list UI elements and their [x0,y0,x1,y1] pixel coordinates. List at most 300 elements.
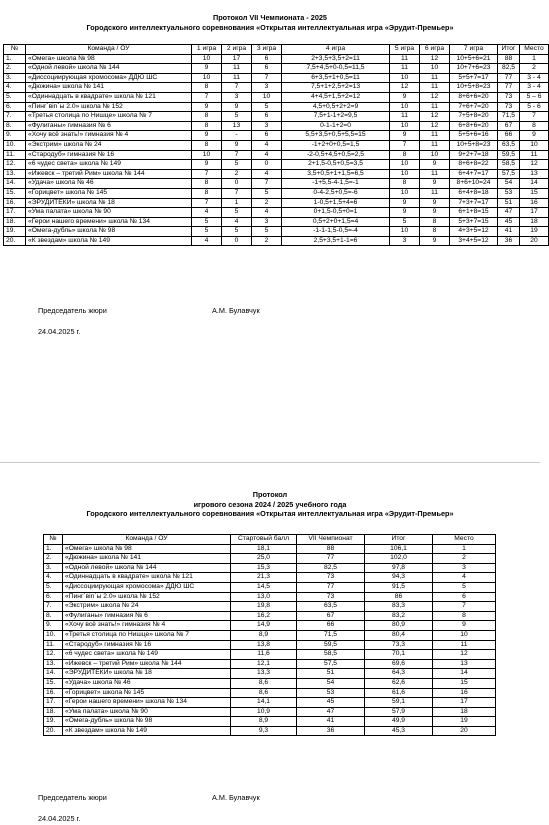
cell-total: 73 [498,92,520,102]
cell-place: 3 - 4 [520,73,549,83]
cell-game-6: 8 [420,227,450,237]
cell-number: 19. [44,717,63,727]
cell-team: «Экстрим» школа № 24 [26,140,192,150]
cell-game-6: 10 [420,150,450,160]
cell-total: 63,5 [498,140,520,150]
cell-game-2: 2 [222,169,252,179]
cell-place: 17 [520,208,549,218]
cell-start-score: 13,8 [231,640,297,650]
cell-total: 77 [498,73,520,83]
cell-championship: 54 [297,678,365,688]
cell-total: 97,8 [365,563,433,573]
page-divider [0,462,540,463]
cell-team: «Одной левой» школа № 144 [26,64,192,74]
cell-game-4: 7,5+1-1+2=9,5 [282,112,390,122]
table-row [44,717,496,727]
table-row [44,621,496,631]
cell-number: 2. [4,64,26,74]
championship-results-body [4,54,549,246]
cell-game-7: 6+8+6=20 [450,121,498,131]
cell-place: 6 [433,592,496,602]
cell-game-4: -1+5,5-4-1,5=-1 [282,179,390,189]
cell-total: 53 [498,188,520,198]
cell-total: 59,5 [498,150,520,160]
cell-number: 16. [44,688,63,698]
cell-total: 80,4 [365,630,433,640]
cell-total: 73,3 [365,640,433,650]
cell-team: «Пинг`вin`ы 2.0» школа № 152 [63,592,231,602]
cell-number: 15. [44,678,63,688]
cell-game-5: 5 [390,217,420,227]
cell-game-6: 9 [420,236,450,246]
cell-game-4: 5,5+3,5+0,5+5,5=15 [282,131,390,141]
cell-game-4: -1-1-1,5-0,5=-4 [282,227,390,237]
cell-game-1: 5 [192,217,222,227]
header-place: Место [433,535,496,545]
cell-place: 3 [433,563,496,573]
cell-game-1: 10 [192,54,222,64]
cell-game-5: 10 [390,121,420,131]
cell-team: «Одной левой» школа № 144 [63,563,231,573]
cell-game-2: 7 [222,83,252,93]
table-header-row [44,535,496,545]
table-row [4,121,549,131]
cell-total: 102,0 [365,554,433,564]
cell-game-2: 1 [222,198,252,208]
cell-game-3: 5 [252,188,282,198]
cell-game-3: 2 [252,236,282,246]
table-row [4,83,549,93]
table-row [4,227,549,237]
cell-game-1: 4 [192,208,222,218]
cell-start-score: 9,3 [231,726,297,736]
cell-number: 1. [44,544,63,554]
cell-number: 10. [44,630,63,640]
table-row [44,544,496,554]
cell-game-5: 9 [390,131,420,141]
cell-championship: 51 [297,669,365,679]
cell-game-2: 0 [222,179,252,189]
cell-game-5: 10 [390,188,420,198]
cell-game-7: 6+4+8=18 [450,188,498,198]
cell-total: 57,9 [365,707,433,717]
cell-game-2: 7 [222,188,252,198]
cell-number: 3. [4,73,26,83]
cell-game-6: 8 [420,217,450,227]
cell-number: 13. [4,169,26,179]
cell-total: 71,5 [498,112,520,122]
cell-team: «Дюжина» школа № 141 [26,83,192,93]
cell-place: 3 - 4 [520,83,549,93]
cell-total: 82,5 [498,64,520,74]
cell-place: 1 [520,54,549,64]
cell-game-5: 10 [390,227,420,237]
cell-team: «Горицвет» школа № 145 [63,688,231,698]
cell-game-3: 10 [252,92,282,102]
table-row [44,650,496,660]
cell-game-1: 7 [192,92,222,102]
cell-place: 1 [433,544,496,554]
cell-place: 9 [433,621,496,631]
cell-team: «ЭРУДИТЕКИ» школа № 18 [63,669,231,679]
table-row [4,112,549,122]
cell-game-7: 10+5+8=23 [450,140,498,150]
cell-place: 13 [433,659,496,669]
cell-game-2: 5 [222,160,252,170]
cell-place: 2 [520,64,549,74]
cell-place: 10 [433,630,496,640]
season-results-table [43,534,496,736]
cell-game-6: 12 [420,92,450,102]
cell-championship: 47 [297,707,365,717]
cell-start-score: 16,2 [231,611,297,621]
cell-game-4: 7,5+1+2,5+2=13 [282,83,390,93]
cell-start-score: 11,6 [231,650,297,660]
cell-start-score: 14,1 [231,698,297,708]
cell-number: 17. [4,208,26,218]
table-row [4,140,549,150]
cell-game-5: 11 [390,54,420,64]
table-row [4,64,549,74]
cell-number: 13. [44,659,63,669]
cell-number: 15. [4,188,26,198]
cell-team: «Третья столица по Нишце» школа № 7 [63,630,231,640]
cell-number: 11. [44,640,63,650]
header-number: № [44,535,63,545]
cell-number: 3. [44,563,63,573]
cell-number: 18. [4,217,26,227]
table-row [4,54,549,64]
cell-game-1: 8 [192,121,222,131]
cell-number: 18. [44,707,63,717]
cell-place: 14 [433,669,496,679]
cell-place: 18 [520,217,549,227]
cell-team: «Герои нашего времени» школа № 134 [26,217,192,227]
cell-start-score: 8,6 [231,688,297,698]
cell-championship: 57,5 [297,659,365,669]
cell-number: 12. [44,650,63,660]
cell-number: 14. [44,669,63,679]
table-row [4,217,549,227]
cell-place: 7 [520,112,549,122]
cell-team: «Стародуб» гимназия № 16 [26,150,192,160]
cell-championship: 71,5 [297,630,365,640]
protocol-one-title [0,13,540,32]
cell-place: 20 [520,236,549,246]
header-championship: VII Чемпионат [297,535,365,545]
cell-start-score: 8,9 [231,630,297,640]
cell-game-6: 11 [420,83,450,93]
cell-total: 67 [498,121,520,131]
cell-championship: 82,5 [297,563,365,573]
protocol-two-title-line3: Городского интеллектуального соревнования «Открытая интеллектуальная игра «Эрудит-Премьер» [86,509,454,518]
cell-team: «Омега-дубль» школа № 98 [26,227,192,237]
table-header-row [4,45,549,55]
cell-total: 86 [365,592,433,602]
cell-team: «Ума палата» школа № 90 [63,707,231,717]
cell-game-2: 9 [222,102,252,112]
header-game-1: 1 игра [192,45,222,55]
cell-place: 20 [433,726,496,736]
cell-team: «К звездам» школа № 149 [63,726,231,736]
cell-start-score: 15,3 [231,563,297,573]
cell-team: «Дюжина» школа № 141 [63,554,231,564]
table-row [4,188,549,198]
cell-game-1: 8 [192,83,222,93]
cell-place: 12 [520,160,549,170]
cell-game-2: 5 [222,208,252,218]
cell-number: 12. [4,160,26,170]
cell-game-3: 3 [252,121,282,131]
cell-game-4: 6+3,5+1+0,5=11 [282,73,390,83]
cell-number: 2. [44,554,63,564]
cell-game-6: 11 [420,169,450,179]
table-row [44,630,496,640]
table-row [4,92,549,102]
cell-total: 69,6 [365,659,433,669]
cell-game-3: 6 [252,112,282,122]
chair-name: А.М. Булавчук [212,306,260,315]
cell-place: 15 [433,678,496,688]
cell-championship: 77 [297,554,365,564]
table-row [44,573,496,583]
cell-game-3: 5 [252,102,282,112]
table-row [44,611,496,621]
cell-team: «6 чудес света» школа № 149 [26,160,192,170]
cell-total: 91,5 [365,582,433,592]
cell-game-6: 12 [420,54,450,64]
cell-number: 6. [4,102,26,112]
cell-place: 19 [520,227,549,237]
cell-game-4: 7,5+4,5+0-0,5=11,5 [282,64,390,74]
cell-game-2: 0 [222,236,252,246]
cell-team: «Третья столица по Нишце» школа № 7 [26,112,192,122]
cell-game-5: 8 [390,179,420,189]
cell-total: 83,2 [365,611,433,621]
cell-championship: 66 [297,621,365,631]
header-place: Место [520,45,549,55]
cell-game-3: 7 [252,73,282,83]
table-row [4,102,549,112]
table-row [44,678,496,688]
cell-game-7: 10+5+8=23 [450,83,498,93]
cell-championship: 36 [297,726,365,736]
cell-game-2: 5 [222,227,252,237]
cell-game-3: 6 [252,54,282,64]
cell-game-3: 3 [252,217,282,227]
cell-game-7: 5+5+6=16 [450,131,498,141]
cell-place: 13 [520,169,549,179]
cell-game-7: 7+3+7=17 [450,198,498,208]
cell-total: 57,5 [498,169,520,179]
cell-total: 83,3 [365,602,433,612]
cell-game-7: 8+6+8=22 [450,160,498,170]
cell-championship: 53 [297,688,365,698]
cell-game-6: 11 [420,140,450,150]
cell-total: 41 [498,227,520,237]
table-row [44,602,496,612]
cell-game-5: 3 [390,236,420,246]
cell-number: 17. [44,698,63,708]
cell-game-5: 10 [390,169,420,179]
header-game-4: 4 игра [282,45,390,55]
cell-total: 47 [498,208,520,218]
cell-game-4: 2,5+3,5+1-1=6 [282,236,390,246]
header-game-7: 7 игра [450,45,498,55]
cell-place: 12 [433,650,496,660]
table-row [44,659,496,669]
cell-game-4: 2+3,5+3,5+2=11 [282,54,390,64]
cell-total: 36 [498,236,520,246]
table-row [4,208,549,218]
cell-game-1: 5 [192,227,222,237]
cell-total: 62,6 [365,678,433,688]
cell-total: 64,3 [365,669,433,679]
cell-start-score: 8,6 [231,678,297,688]
cell-team: «Одиннадцать в квадрате» школа № 121 [26,92,192,102]
cell-game-4: 0-4-2,5+0,5=-6 [282,188,390,198]
cell-game-1: 8 [192,140,222,150]
protocol-two-title-line2: игрового сезона 2024 / 2025 учебного года [193,499,347,509]
cell-number: 14. [4,179,26,189]
protocol-two-title [0,490,540,519]
cell-game-7: 8+6+6=20 [450,92,498,102]
cell-game-7: 5+5+7=17 [450,73,498,83]
cell-total: 70,1 [365,650,433,660]
cell-total: 77 [498,83,520,93]
cell-game-3: 4 [252,208,282,218]
cell-start-score: 12,1 [231,659,297,669]
cell-game-5: 9 [390,208,420,218]
table-row [4,160,549,170]
cell-place: 11 [433,640,496,650]
cell-championship: 88 [297,544,365,554]
cell-start-score: 14,9 [231,621,297,631]
cell-game-5: 12 [390,83,420,93]
cell-number: 1. [4,54,26,64]
cell-team: «Пинг`вin`ы 2.0» школа № 152 [26,102,192,112]
cell-place: 5 [433,582,496,592]
cell-number: 8. [4,121,26,131]
table-row [44,563,496,573]
cell-game-5: 10 [390,73,420,83]
cell-game-6: 12 [420,121,450,131]
cell-total: 51 [498,198,520,208]
cell-game-4: -1+2+0+0,5=1,5 [282,140,390,150]
cell-game-7: 8+6+10=24 [450,179,498,189]
cell-game-6: 11 [420,73,450,83]
cell-game-1: 10 [192,150,222,160]
header-game-3: 3 игра [252,45,282,55]
cell-team: «Омега-дубль» школа № 98 [63,717,231,727]
table-row [44,554,496,564]
cell-game-6: 9 [420,160,450,170]
cell-game-5: 10 [390,102,420,112]
table-row [4,179,549,189]
cell-start-score: 18,1 [231,544,297,554]
cell-start-score: 21,3 [231,573,297,583]
protocol-one-title-line2: Городского интеллектуального соревнования «Открытая интеллектуальная игра «Эрудит-Премьер» [86,22,454,32]
cell-game-4: 1-0,5+1,5+4=6 [282,198,390,208]
header-game-6: 6 игра [420,45,450,55]
cell-game-3: 4 [252,140,282,150]
cell-game-6: 12 [420,112,450,122]
cell-championship: 59,5 [297,640,365,650]
header-total: Итог [365,535,433,545]
cell-game-7: 4+3+5=12 [450,227,498,237]
cell-place: 17 [433,698,496,708]
cell-game-4: 2+1,5-0,5+0,5=3,5 [282,160,390,170]
cell-game-6: 9 [420,198,450,208]
cell-number: 10. [4,140,26,150]
cell-game-3: 0 [252,160,282,170]
cell-game-2: 7 [222,150,252,160]
cell-place: 15 [520,188,549,198]
cell-total: 58,5 [498,160,520,170]
cell-team: «Ижевск – третий Рим» школа № 144 [63,659,231,669]
table-row [44,726,496,736]
cell-start-score: 10,9 [231,707,297,717]
cell-total: 80,9 [365,621,433,631]
cell-game-5: 7 [390,140,420,150]
cell-number: 9. [44,621,63,631]
table-row [44,707,496,717]
cell-team: «Диссоциирующая хромосома» ДДЮ ШС [63,582,231,592]
table-row [44,592,496,602]
table-row [4,73,549,83]
cell-start-score: 14,5 [231,582,297,592]
cell-game-6: 9 [420,208,450,218]
championship-results-table [3,44,549,246]
cell-championship: 73 [297,573,365,583]
cell-game-4: -2-0,5+4,5+0,5=2,5 [282,150,390,160]
cell-place: 4 [433,573,496,583]
table-row [4,236,549,246]
cell-team: «ЭРУДИТЕКИ» школа № 18 [26,198,192,208]
cell-total: 88 [498,54,520,64]
cell-team: «Фулиганы» гимназия № 6 [26,121,192,131]
cell-championship: 73 [297,592,365,602]
cell-team: «Удача» школа № 46 [63,678,231,688]
cell-team: «Герои нашего времени» школа № 134 [63,698,231,708]
table-row [4,198,549,208]
cell-game-2: 3 [222,92,252,102]
cell-start-score: 13,0 [231,592,297,602]
cell-place: 5 - 6 [520,102,549,112]
table-row [44,688,496,698]
cell-game-5: 11 [390,64,420,74]
cell-game-7: 7+6+7=20 [450,102,498,112]
cell-game-6: 9 [420,179,450,189]
cell-number: 9. [4,131,26,141]
cell-game-5: 8 [390,150,420,160]
header-game-5: 5 игра [390,45,420,55]
cell-championship: 58,5 [297,650,365,660]
cell-total: 94,3 [365,573,433,583]
cell-championship: 63,5 [297,602,365,612]
cell-game-1: 4 [192,236,222,246]
cell-game-4: 0,5+2+0+1,5=4 [282,217,390,227]
cell-place: 7 [433,602,496,612]
protocol-date: 24.04.2025 г. [38,327,81,336]
cell-team: «Ума палата» школа № 90 [26,208,192,218]
cell-place: 11 [520,150,549,160]
cell-place: 8 [520,121,549,131]
cell-game-4: 3,5+0,5+1+1,5=6,5 [282,169,390,179]
cell-game-5: 9 [390,198,420,208]
cell-total: 66 [498,131,520,141]
cell-number: 11. [4,150,26,160]
